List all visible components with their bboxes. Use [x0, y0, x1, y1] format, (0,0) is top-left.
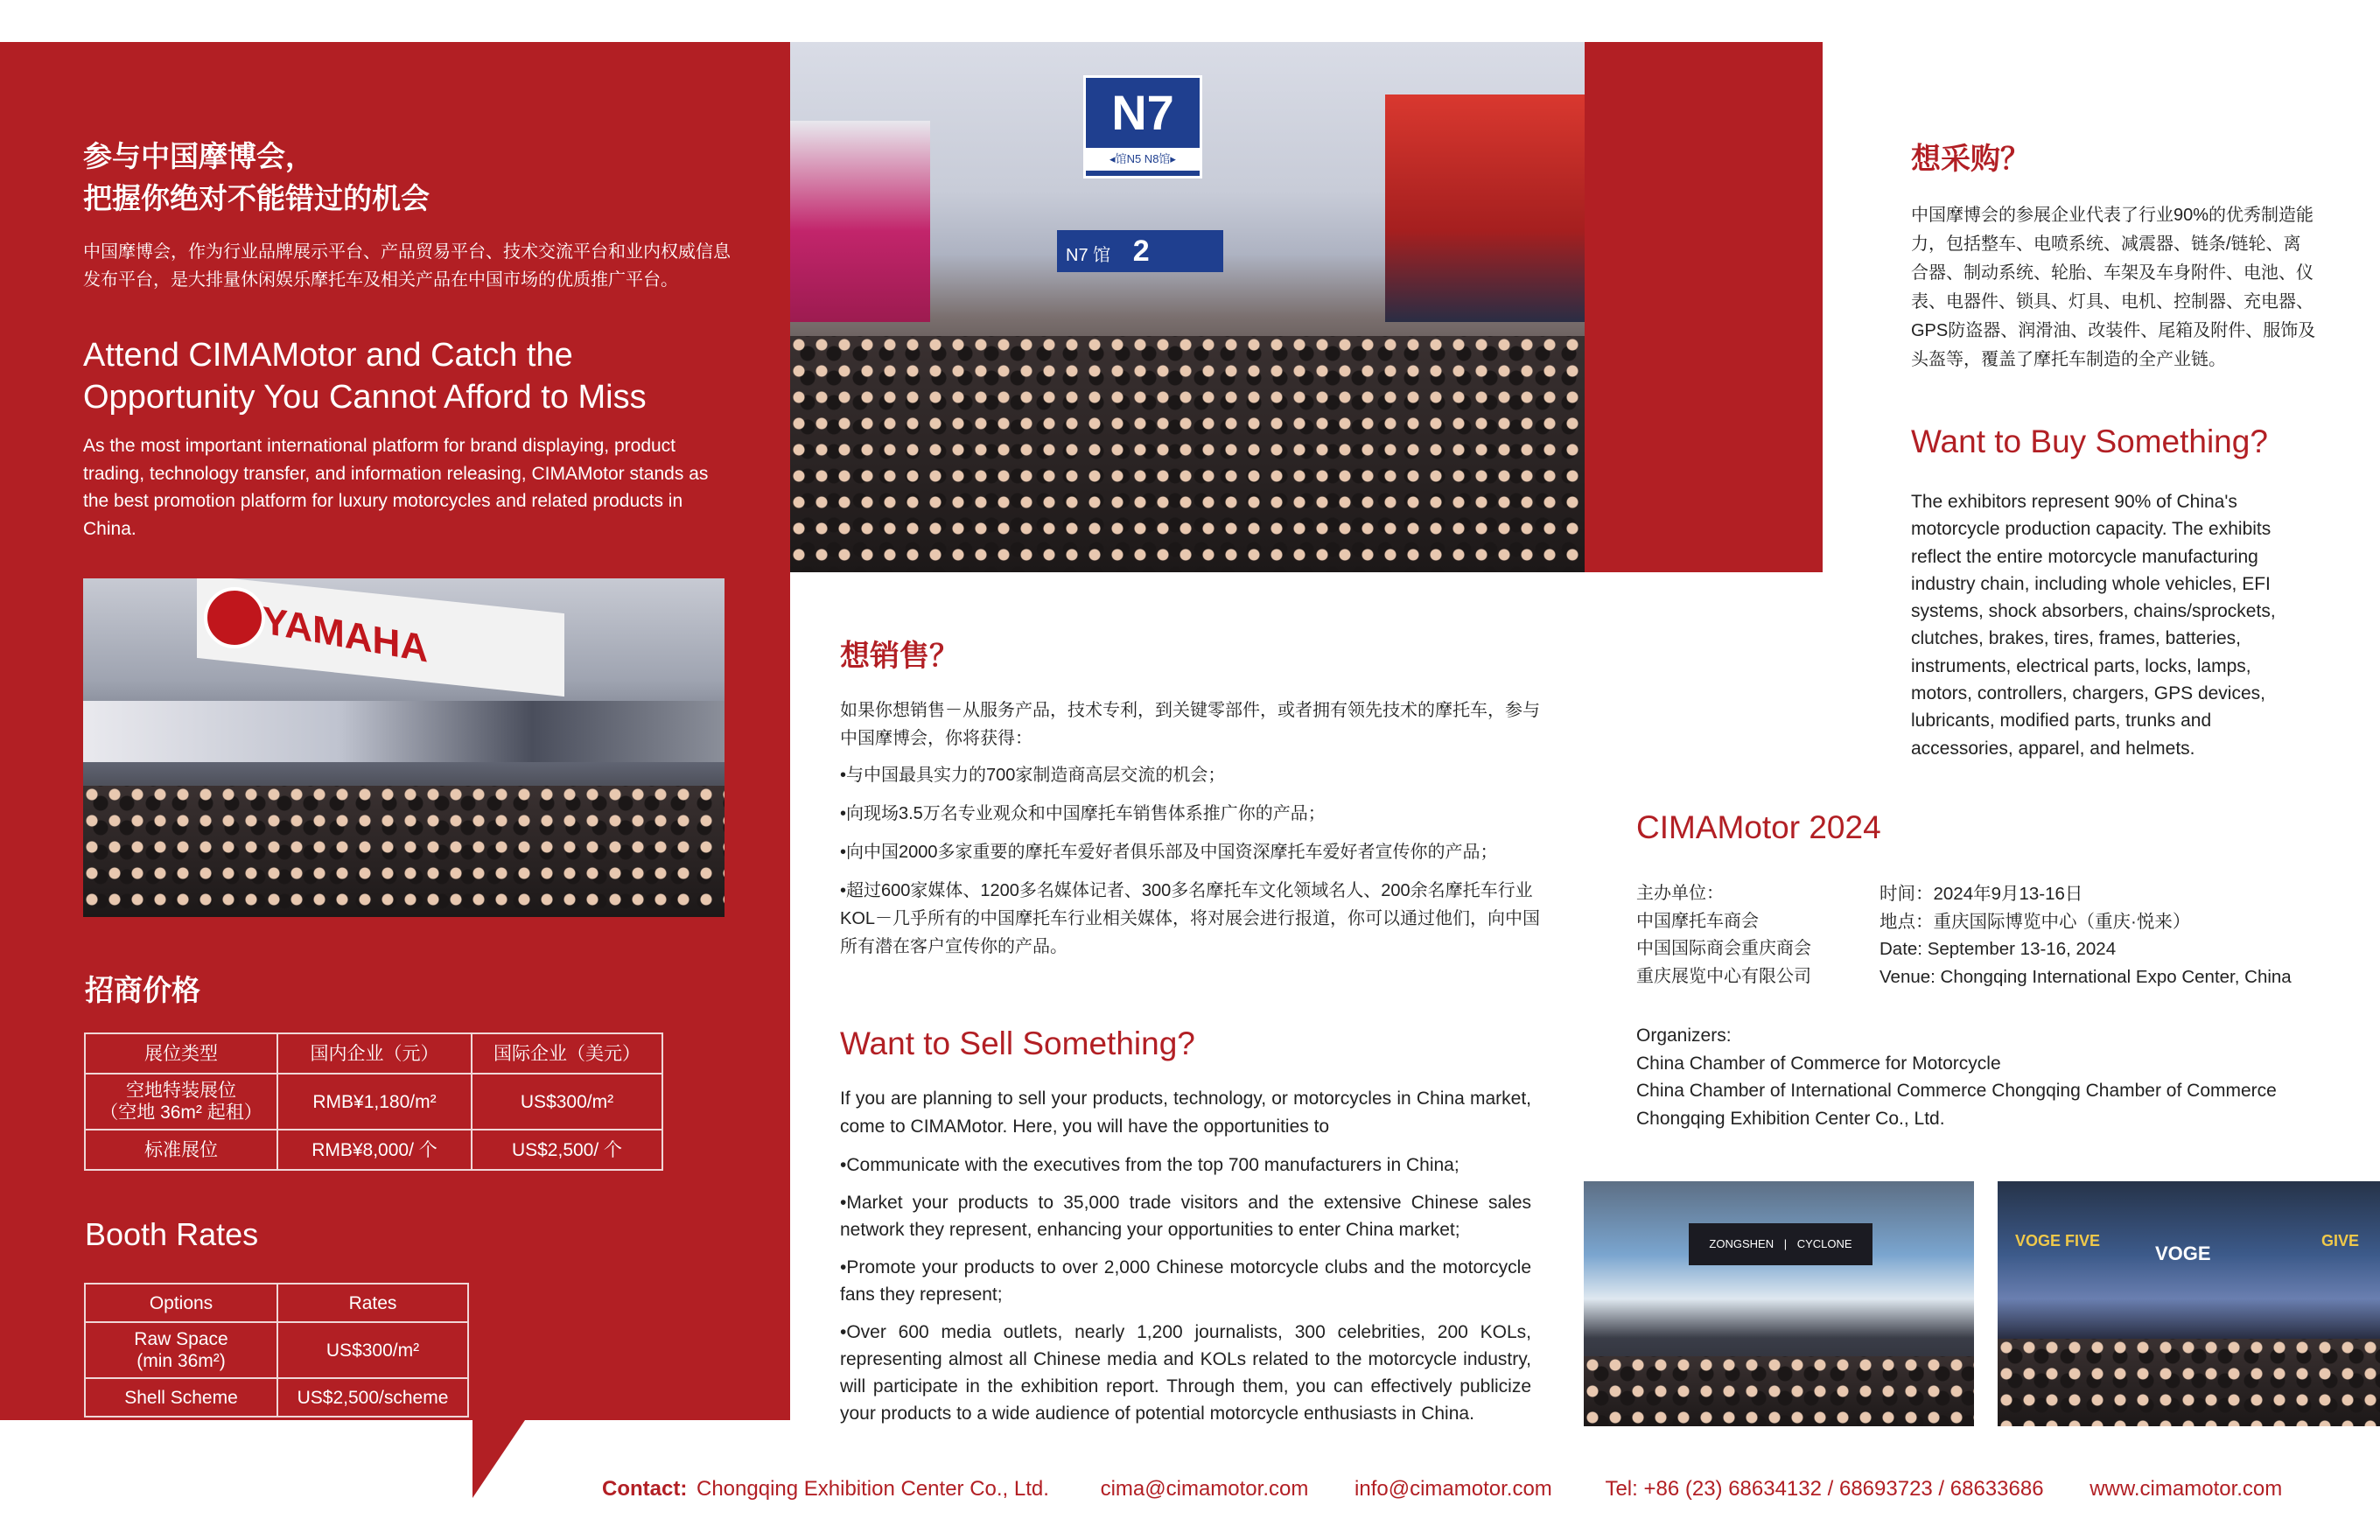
event-cn-organizer: 中国摩托车商会 — [1636, 911, 1759, 931]
event-cn-organizers — [1636, 880, 1811, 990]
event-cn-time: 时间：2024年9月13-16日 — [1880, 884, 2083, 904]
yamaha-logo-icon — [204, 587, 265, 648]
right-booth-structure — [1385, 94, 1585, 322]
sell-en-bullet: •Communicate with the executives from the top 700 manufacturers in China; — [840, 1155, 1460, 1175]
en-rates-table — [84, 1283, 469, 1418]
buy-cn-title: 想采购？ — [1911, 143, 2030, 176]
cn-table-cell: US$2,500/ 个 — [472, 1130, 662, 1170]
sell-cn-intro: 如果你想销售－从服务产品，技术专利，到关键零部件，或者拥有领先技术的摩托车，参与中国摩博会，你将获得： — [840, 701, 1540, 748]
event-details — [1880, 880, 2292, 990]
en-table-cell-line: Raw Space — [134, 1329, 228, 1349]
contact-footer — [602, 1477, 2282, 1502]
left-en-title-line2: Opportunity You Cannot Afford to Miss — [83, 379, 647, 416]
buy-cn-body: 中国摩博会的参展企业代表了行业90%的优秀制造能力，包括整车、电喷系统、减震器、链条/链轮、离合器、制动系统、轮胎、车架及车身附件、电池、仪表、电器件、锁具、灯具、电机、控制器、充电器、GPS防盗器、润滑油、改装件、尾箱及附件、服饰及头盔等，覆盖了摩托车制造的全产业链。 — [1911, 206, 2316, 369]
voge-sign-right: GIVE — [2321, 1232, 2360, 1250]
voge-booth-photo — [1998, 1181, 2380, 1426]
en-rates-title: Booth Rates — [85, 1216, 259, 1252]
cn-table-header: 国内企业（元） — [277, 1033, 472, 1074]
zongshen-booth-photo — [1584, 1181, 1974, 1426]
sell-cn-bullet: •向现场3.5万名专业观众和中国摩托车销售体系推广你的产品； — [840, 804, 1326, 823]
sell-cn-title: 想销售？ — [840, 640, 959, 673]
event-cn-venue: 地点：重庆国际博览中心（重庆·悦来） — [1880, 911, 2191, 932]
gate-sign-board — [1057, 230, 1223, 272]
event-cn-organizer: 中国国际商会重庆商会 — [1636, 939, 1811, 958]
event-en-organizers — [1636, 1022, 2277, 1132]
contact-email-info[interactable]: info@cimamotor.com — [1354, 1477, 1552, 1501]
cyclone-brand-text: CYCLONE — [1796, 1237, 1852, 1250]
buy-en-body: The exhibitors represent 90% of China's motorcycle production capacity. The exhibits reflect the entire motorcycle manufacturing industry chain, including whole vehicles, EFI systems, shock absorbers, chains/sprockets, clutches, brakes, tires, frames, batteries, instruments, electrical parts, locks, lamps, motors, controllers, chargers, GPS devices, lubricants, modified parts, trunks and accessories, apparel, and helmets. — [1911, 492, 2276, 759]
voge-sign-center: VOGE — [2155, 1242, 2211, 1264]
left-booth-structure — [790, 121, 930, 322]
sell-cn-bullet: •向中国2000多家重要的摩托车爱好者俱乐部及中国资深摩托车爱好者宣传你的产品； — [840, 843, 1498, 862]
contact-tel: Tel: +86 (23) 68634132 / 68693723 / 68633686 — [1605, 1477, 2044, 1501]
hall-sign-sub: ◂馆N5 N8馆▸ — [1086, 148, 1200, 171]
cn-table-cell: 标准展位 — [85, 1130, 277, 1170]
gate-sign-text: N7 馆 — [1066, 246, 1111, 265]
en-table-header: Rates — [277, 1284, 468, 1322]
en-table-cell: US$300/m² — [277, 1322, 468, 1378]
en-table-cell: Shell Scheme — [85, 1378, 277, 1417]
left-en-title — [83, 334, 766, 418]
en-table-header: Options — [85, 1284, 277, 1322]
contact-website[interactable]: www.cimamotor.com — [2090, 1477, 2283, 1501]
expo-crowd — [790, 336, 1585, 572]
hall-sign-text: N7 — [1111, 85, 1174, 140]
yamaha-booth-structure — [83, 701, 724, 762]
event-title: CIMAMotor 2024 — [1636, 809, 1881, 845]
cn-price-table — [84, 1032, 663, 1171]
sell-cn-bullet: •超过600家媒体、1200多名媒体记者、300多名摩托车文化领域名人、200余名摩托车行业KOL－几乎所有的中国摩托车行业相关媒体，将对展会进行报道，你可以通过他们，向中国所有潜在客户宣传你的产品。 — [840, 881, 1541, 956]
red-panel-corner — [472, 1418, 534, 1498]
sell-en-intro: If you are planning to sell your products, technology, or motorcycles in China market, come to CIMAMotor. Here, you will have the opportunities to — [840, 1088, 1531, 1137]
event-en-venue: Venue: Chongqing International Expo Center, China — [1880, 966, 2292, 987]
contact-company: Chongqing Exhibition Center Co., Ltd. — [696, 1477, 1049, 1501]
event-cn-organizer-label: 主办单位： — [1636, 884, 1724, 903]
event-en-organizer: China Chamber of International Commerce Chongqing Chamber of Commerce — [1636, 1081, 2277, 1101]
buy-en-title: Want to Buy Something? — [1911, 424, 2268, 459]
cn-table-cell: RMB¥8,000/ 个 — [277, 1130, 472, 1170]
contact-email-cima[interactable]: cima@cimamotor.com — [1100, 1477, 1309, 1501]
gate-sign-number: 2 — [1132, 234, 1150, 268]
zongshen-crowd — [1584, 1356, 1974, 1426]
cn-table-cell-line: 空地特装展位 — [126, 1081, 236, 1101]
left-cn-title-line1: 参与中国摩博会， — [83, 140, 314, 172]
sell-en-title: Want to Sell Something? — [840, 1026, 1195, 1061]
yamaha-booth-photo — [83, 578, 724, 917]
sell-cn-bullet: •与中国最具实力的700家制造商高层交流的机会； — [840, 766, 1226, 785]
top-red-band — [1571, 42, 1823, 572]
hall-sign-board — [1083, 75, 1202, 178]
left-cn-title — [83, 136, 748, 220]
event-en-organizer: China Chamber of Commerce for Motorcycle — [1636, 1053, 2001, 1074]
left-en-title-line1: Attend CIMAMotor and Catch the — [83, 337, 573, 374]
event-en-date: Date: September 13-16, 2024 — [1880, 939, 2117, 959]
zongshen-sign-board: ZONGSHEN | CYCLONE — [1689, 1223, 1872, 1265]
sell-en-bullet: •Promote your products to over 2,000 Chinese motorcycle clubs and the motorcycle fans they represent; — [840, 1257, 1531, 1305]
yamaha-sign-text: YAMAHA — [262, 598, 429, 671]
cn-table-header: 展位类型 — [85, 1033, 277, 1074]
left-cn-body: 中国摩博会，作为行业品牌展示平台、产品贸易平台、技术交流平台和业内权威信息发布平台，是大排量休闲娱乐摩托车及相关产品在中国市场的优质推广平台。 — [83, 242, 731, 290]
sell-en-bullets — [840, 1152, 1531, 1427]
event-en-organizer-label: Organizers: — [1636, 1026, 1732, 1046]
zongshen-brand-text: ZONGSHEN — [1709, 1237, 1774, 1250]
voge-crowd — [1998, 1339, 2380, 1426]
yamaha-crowd — [83, 786, 724, 917]
left-en-body: As the most important international platform for brand displaying, product trading, technology transfer, and information releasing, CIMAMotor stands as the best promotion platform for luxury motorcycles and related products in China. — [83, 436, 709, 539]
sell-cn-bullets — [840, 761, 1544, 961]
sell-en-bullet: •Over 600 media outlets, nearly 1,200 journalists, 300 celebrities, 200 KOLs, representing almost all Chinese media and KOLs related to the motorcycle industry, will participate in the exhibition report. Through them, you can effectively publicize your products to a wide audience of potential motorcycle enthusiasts in China. — [840, 1322, 1531, 1424]
cn-price-title: 招商价格 — [85, 974, 200, 1006]
event-cn-organizer: 重庆展览中心有限公司 — [1636, 966, 1811, 986]
voge-sign-left: VOGE FIVE — [2015, 1232, 2101, 1250]
cn-table-header: 国际企业（美元） — [472, 1033, 662, 1074]
cn-table-cell: RMB¥1,180/m² — [277, 1074, 472, 1130]
en-table-cell-line: (min 36m²) — [136, 1351, 226, 1371]
en-table-cell: US$2,500/scheme — [277, 1378, 468, 1417]
cn-table-cell — [85, 1074, 277, 1130]
event-en-organizer: Chongqing Exhibition Center Co., Ltd. — [1636, 1108, 1945, 1129]
en-table-cell — [85, 1322, 277, 1378]
sell-en-bullet: •Market your products to 35,000 trade visitors and the extensive Chinese sales network they represent, enhancing your opportunities to enter China market; — [840, 1193, 1531, 1240]
expo-hall-photo — [790, 42, 1585, 572]
contact-label: Contact: — [602, 1477, 688, 1501]
cn-table-cell-line: （空地 36m² 起租） — [100, 1102, 262, 1123]
left-cn-title-line2: 把握你绝对不能错过的机会 — [83, 182, 430, 214]
cn-table-cell: US$300/m² — [472, 1074, 662, 1130]
